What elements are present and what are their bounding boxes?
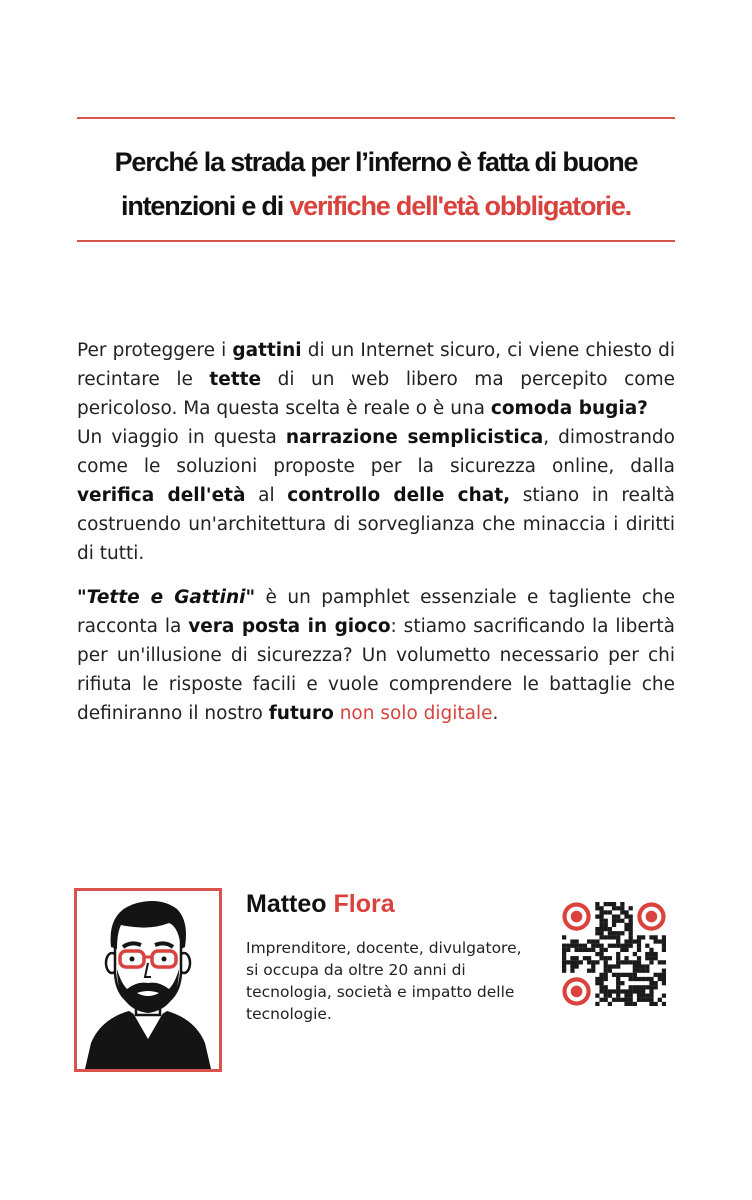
qr-module [629,944,633,948]
qr-module [620,931,624,935]
qr-module [587,948,591,952]
qr-module [595,1002,599,1006]
qr-module [616,914,620,918]
qr-module [608,935,612,939]
qr-module [587,969,591,973]
qr-module [641,964,645,968]
qr-module [570,956,574,960]
top-divider [77,117,675,119]
qr-module [649,1002,653,1006]
qr-module [662,1002,666,1006]
qr-module [654,981,658,985]
qr-module [579,944,583,948]
qr-module [595,960,599,964]
qr-module [616,994,620,998]
qr-module [616,956,620,960]
bottom-divider [77,240,675,242]
qr-module [574,944,578,948]
qr-module [587,956,591,960]
qr-module [633,952,637,956]
qr-module [637,939,641,943]
qr-module [604,985,608,989]
qr-module [604,948,608,952]
bold-tette: tette [209,369,262,390]
text-span: al [245,485,288,506]
author-bio: Imprenditore, docente, divulgatore, si occupa da oltre 20 anni di tecnologia, società e impatto delle tecnologie. [246,939,522,1023]
qr-module [620,981,624,985]
qr-module [658,973,662,977]
qr-module [612,998,616,1002]
qr-module [595,952,599,956]
bold-comoda-bugia: comoda bugia? [490,398,648,419]
qr-module [612,989,616,993]
text-span: . [492,703,499,724]
qr-module [616,998,620,1002]
qr-module [591,964,595,968]
qr-code-icon[interactable] [562,902,666,1006]
description-paragraph-2 [77,583,675,728]
qr-module [637,994,641,998]
qr-module [645,952,649,956]
qr-module [649,956,653,960]
qr-module [574,960,578,964]
text-span: , dimostrando come le soluzioni proposte per la sicurezza online, dalla [77,427,675,477]
qr-module [587,960,591,964]
bold-verifica-eta: verifica dell'età [77,485,246,506]
qr-module [658,977,662,981]
qr-module [624,948,628,952]
qr-module [599,931,603,935]
qr-module [629,994,633,998]
qr-module [608,944,612,948]
qr-module [570,960,574,964]
qr-module [612,906,616,910]
qr-module [616,939,620,943]
qr-finder-pattern [571,911,583,923]
qr-module [620,989,624,993]
book-title: "Tette e Gattini" [77,587,256,608]
qr-module [637,998,641,1002]
author-first-name: Matteo [246,890,334,918]
qr-module [612,973,616,977]
qr-module [587,939,591,943]
text-span: è un pamphlet essenziale e tagliente che racconta la [77,587,675,637]
qr-module [616,944,620,948]
qr-module [658,960,662,964]
qr-module [624,927,628,931]
author-last-name: Flora [333,890,395,918]
qr-module [629,931,633,935]
qr-module [633,939,637,943]
qr-module [604,960,608,964]
qr-module [620,948,624,952]
qr-module [612,914,616,918]
qr-module [604,923,608,927]
text-span: Per proteggere i [77,340,233,361]
qr-module [604,994,608,998]
qr-module [662,948,666,952]
headline-accent: verifiche dell'età obbligatorie. [289,191,631,221]
bold-futuro: futuro [268,703,334,724]
qr-module [629,960,633,964]
qr-module [591,944,595,948]
qr-module [608,956,612,960]
qr-module [629,927,633,931]
qr-module [570,964,574,968]
qr-module [595,906,599,910]
qr-module [595,944,599,948]
qr-module [637,960,641,964]
qr-module [649,998,653,1002]
qr-module [599,906,603,910]
qr-module [637,969,641,973]
qr-module [624,1002,628,1006]
bold-controllo-chat: controllo delle chat, [287,485,511,506]
qr-module [562,944,566,948]
qr-module [570,969,574,973]
accent-non-solo-digitale: non solo digitale [339,703,493,724]
qr-module [624,939,628,943]
qr-module [641,985,645,989]
qr-module [633,973,637,977]
qr-module [604,956,608,960]
qr-module [599,944,603,948]
qr-module [649,960,653,964]
qr-module [649,989,653,993]
qr-module [599,919,603,923]
qr-module [599,956,603,960]
qr-module [629,935,633,939]
qr-module [633,985,637,989]
qr-module [599,989,603,993]
qr-module [599,948,603,952]
qr-module [574,939,578,943]
qr-module [616,981,620,985]
qr-module [654,935,658,939]
qr-module [608,927,612,931]
qr-module [616,964,620,968]
qr-module [649,935,653,939]
qr-module [662,981,666,985]
qr-module [562,948,566,952]
qr-module [645,977,649,981]
qr-module [608,931,612,935]
text-span: di un Internet sicuro, ci viene chiesto di recintare le [77,340,675,390]
bold-gattini: gattini [232,340,302,361]
qr-module [612,923,616,927]
qr-module [595,931,599,935]
qr-module [633,960,637,964]
qr-module [629,973,633,977]
qr-module [574,956,578,960]
qr-module [637,964,641,968]
qr-module [616,973,620,977]
qr-finder-pattern [646,911,658,923]
qr-module [608,989,612,993]
bold-vera-posta: vera posta in gioco [188,616,391,637]
qr-module [662,973,666,977]
qr-module [620,906,624,910]
qr-module [624,960,628,964]
text-span: di un web libero ma percepito come pericoloso. Ma questa scelta è reale o è una [77,369,675,419]
qr-module [654,956,658,960]
qr-module [599,927,603,931]
qr-module [591,969,595,973]
qr-module [629,906,633,910]
qr-module [612,935,616,939]
qr-module [604,973,608,977]
qr-module [608,1002,612,1006]
qr-module [608,994,612,998]
qr-module [604,927,608,931]
qr-module [662,994,666,998]
qr-module [662,969,666,973]
qr-module [574,964,578,968]
qr-module [629,939,633,943]
qr-module [604,919,608,923]
qr-module [629,998,633,1002]
qr-module [654,973,658,977]
qr-module [624,989,628,993]
qr-module [641,998,645,1002]
qr-module [608,964,612,968]
qr-module [662,960,666,964]
qr-module [633,977,637,981]
qr-module [662,944,666,948]
qr-module [616,977,620,981]
qr-module [649,952,653,956]
qr-module [599,998,603,1002]
qr-module [654,1002,658,1006]
qr-module [604,935,608,939]
qr-module [645,998,649,1002]
headline-prefix: intenzioni e di [121,191,290,221]
qr-module [645,994,649,998]
qr-module [620,973,624,977]
qr-module [612,919,616,923]
qr-module [616,906,620,910]
qr-module [595,914,599,918]
qr-module [612,964,616,968]
qr-module [620,910,624,914]
qr-module [562,960,566,964]
qr-module [637,935,641,939]
qr-module [624,944,628,948]
qr-module [620,998,624,1002]
headline [77,140,675,228]
qr-module [599,910,603,914]
qr-module [583,944,587,948]
qr-module [570,939,574,943]
qr-module [637,989,641,993]
qr-module [637,944,641,948]
qr-module [599,935,603,939]
qr-module [608,902,612,906]
qr-module [604,977,608,981]
qr-module [662,939,666,943]
qr-module [645,969,649,973]
qr-module [608,969,612,973]
qr-module [633,1002,637,1006]
qr-module [624,910,628,914]
qr-module [629,985,633,989]
qr-module [624,956,628,960]
qr-module [637,977,641,981]
description-paragraph-1 [77,336,675,568]
qr-module [629,989,633,993]
qr-module [658,939,662,943]
qr-module [629,919,633,923]
qr-module [599,952,603,956]
qr-finder-pattern [571,986,583,998]
qr-module [649,985,653,989]
qr-module [654,939,658,943]
qr-module [599,981,603,985]
qr-module [616,960,620,964]
qr-module [604,910,608,914]
qr-module [562,956,566,960]
qr-module [624,973,628,977]
qr-module [612,902,616,906]
qr-module [562,964,566,968]
qr-module [662,977,666,981]
headline-line-2 [77,184,675,228]
qr-module [599,977,603,981]
qr-module [641,977,645,981]
author-name [246,890,395,919]
qr-module [566,948,570,952]
qr-module [645,964,649,968]
author-photo-frame [74,888,222,1072]
qr-module [608,910,612,914]
text-span: : stiamo sacrificando la libertà per un'illusione di sicurezza? Un volumetto necessario per chi rifiuta le risposte facili e vuole comprendere le battaglie che definiranno il nostro [77,616,675,724]
qr-module [599,914,603,918]
qr-module [641,994,645,998]
qr-module [624,998,628,1002]
qr-module [566,944,570,948]
qr-module [637,948,641,952]
qr-module [645,985,649,989]
qr-module [616,931,620,935]
qr-module [641,969,645,973]
qr-module [583,948,587,952]
qr-module [649,994,653,998]
qr-module [599,985,603,989]
qr-module [599,973,603,977]
qr-module [604,989,608,993]
qr-module [629,914,633,918]
headline-line-1: Perché la strada per l’inferno è fatta di buone [114,147,638,177]
qr-module [595,927,599,931]
qr-module [620,919,624,923]
qr-module [641,935,645,939]
qr-module [604,902,608,906]
qr-module [620,902,624,906]
qr-module [579,948,583,952]
qr-module [620,944,624,948]
qr-module [604,969,608,973]
qr-module [604,998,608,1002]
qr-module [595,902,599,906]
qr-module [604,964,608,968]
qr-module [591,939,595,943]
qr-module [562,935,566,939]
qr-module [662,935,666,939]
qr-module [633,969,637,973]
qr-module [645,956,649,960]
qr-module [616,935,620,939]
qr-module [595,994,599,998]
text-span: stiano in realtà costruendo un'architettura di sorveglianza che minaccia i diritti di tutti. [77,485,675,564]
qr-module [641,989,645,993]
qr-module [629,1002,633,1006]
qr-module [616,989,620,993]
qr-module [645,944,649,948]
qr-module [637,956,641,960]
qr-module [591,960,595,964]
bold-narrazione: narrazione semplicistica [285,427,544,448]
qr-module [562,952,566,956]
text-span: Un viaggio in questa [77,427,286,448]
qr-module [583,956,587,960]
qr-module [595,981,599,985]
qr-module [624,923,628,927]
qr-module [620,960,624,964]
qr-module [595,939,599,943]
qr-module [649,948,653,952]
qr-module [612,931,616,935]
qr-module [616,919,620,923]
qr-module [570,944,574,948]
qr-module [629,977,633,981]
qr-module [562,969,566,973]
qr-module [654,985,658,989]
qr-module [624,994,628,998]
qr-module [637,985,641,989]
qr-module [658,998,662,1002]
qr-module [654,952,658,956]
qr-module [599,923,603,927]
qr-module [624,914,628,918]
qr-module [629,923,633,927]
qr-module [579,960,583,964]
qr-module [574,948,578,952]
qr-module [616,952,620,956]
qr-module [633,964,637,968]
qr-module [649,981,653,985]
qr-module [595,977,599,981]
qr-module [616,985,620,989]
qr-module [591,948,595,952]
qr-module [649,977,653,981]
qr-module [566,960,570,964]
qr-module [612,944,616,948]
qr-module [633,989,637,993]
author-portrait-icon [77,891,219,1069]
